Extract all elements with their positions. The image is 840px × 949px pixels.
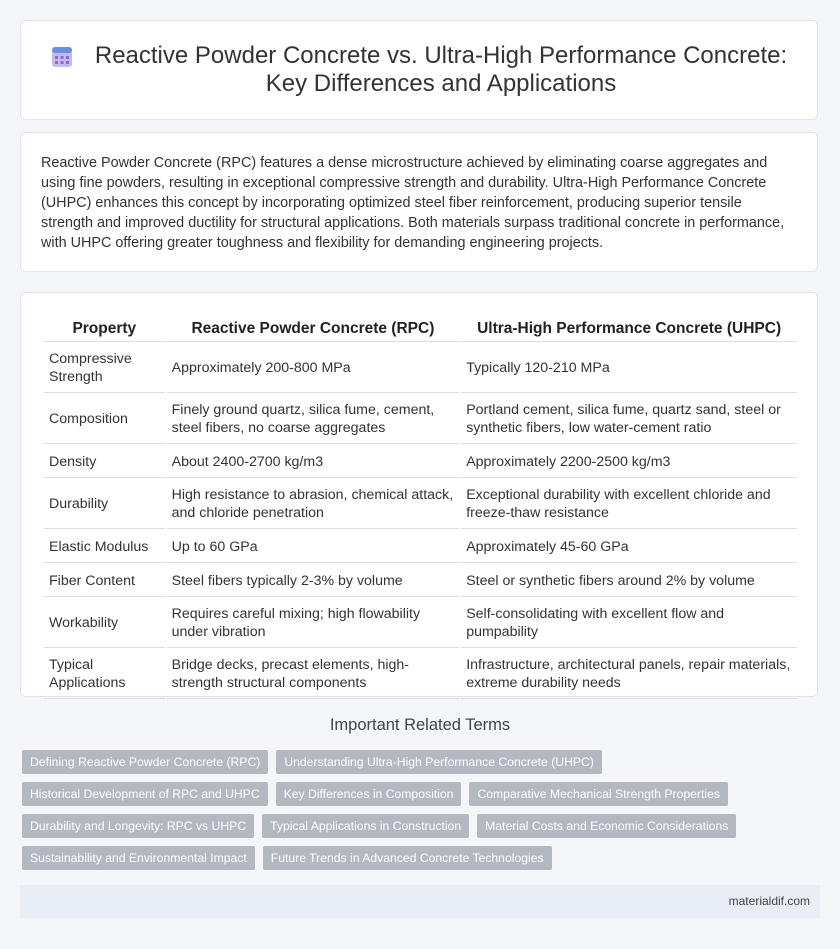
uhpc-cell: Exceptional durability with excellent chloride and freeze-thaw resistance [461,480,797,529]
uhpc-cell: Infrastructure, architectural panels, repair materials, extreme durability needs [461,650,797,699]
property-cell: Workability [44,599,165,648]
table-row [44,650,797,699]
related-term-tag[interactable]: Typical Applications in Construction [262,814,469,838]
property-cell: Density [44,446,165,478]
related-terms-tags [22,750,822,878]
header-property: Property [44,315,165,342]
property-cell: Fiber Content [44,565,165,597]
tag-row [22,846,822,870]
property-cell: Typical Applications [44,650,165,699]
comparison-table [42,313,799,701]
uhpc-cell: Portland cement, silica fume, quartz sand, steel or synthetic fibers, low water-cement ratio [461,395,797,444]
rpc-cell: Bridge decks, precast elements, high-strength structural components [167,650,460,699]
uhpc-cell: Typically 120-210 MPa [461,344,797,393]
uhpc-cell: Approximately 2200-2500 kg/m3 [461,446,797,478]
related-term-tag[interactable]: Durability and Longevity: RPC vs UHPC [22,814,254,838]
rpc-cell: Approximately 200-800 MPa [167,344,460,393]
rpc-cell: Up to 60 GPa [167,531,460,563]
table-row [44,531,797,563]
property-cell: Durability [44,480,165,529]
uhpc-cell: Steel or synthetic fibers around 2% by volume [461,565,797,597]
title-card [20,20,818,120]
table-row [44,446,797,478]
property-cell: Composition [44,395,165,444]
header-uhpc: Ultra-High Performance Concrete (UHPC) [461,315,797,342]
table-row [44,565,797,597]
calculator-grid-icon [51,46,73,68]
page-title [95,42,787,98]
rpc-cell: Requires careful mixing; high flowability under vibration [167,599,460,648]
table-row [44,599,797,648]
site-name[interactable]: materialdif.com [728,894,810,908]
intro-paragraph: Reactive Powder Concrete (RPC) features a dense microstructure achieved by eliminating coarse aggregates and using fine powders, resulting in exceptional compressive strength and durability. Ultra-High Performance Concrete (UHPC) enhances this concept by incorporating optimized steel fiber reinforcement, producing superior tensile strength and improved ductility for structural applications. Both materials surpass traditional concrete in performance, with UHPC offering greater toughness and flexibility for demanding engineering projects. [41,155,785,251]
tag-row [22,782,822,806]
related-term-tag[interactable]: Material Costs and Economic Considerations [477,814,736,838]
title-line-2: Key Differences and Applications [265,70,617,97]
table-row [44,480,797,529]
title-line-1: Reactive Powder Concrete vs. Ultra-High Performance Concrete: [94,42,788,69]
related-term-tag[interactable]: Comparative Mechanical Strength Properties [469,782,728,806]
related-term-tag[interactable]: Defining Reactive Powder Concrete (RPC) [22,750,268,774]
related-term-tag[interactable]: Sustainability and Environmental Impact [22,846,255,870]
uhpc-cell: Approximately 45-60 GPa [461,531,797,563]
related-terms-title: Important Related Terms [329,716,511,734]
related-term-tag[interactable]: Key Differences in Composition [276,782,462,806]
footer [20,885,820,918]
rpc-cell: Finely ground quartz, silica fume, cement, steel fibers, no coarse aggregates [167,395,460,444]
table-row [44,395,797,444]
comparison-table-card [20,292,818,697]
tag-row [22,814,822,838]
intro-card [20,132,818,272]
rpc-cell: High resistance to abrasion, chemical attack, and chloride penetration [167,480,460,529]
uhpc-cell: Self-consolidating with excellent flow and pumpability [461,599,797,648]
property-cell: Compressive Strength [44,344,165,393]
header-rpc: Reactive Powder Concrete (RPC) [167,315,460,342]
property-cell: Elastic Modulus [44,531,165,563]
related-term-tag[interactable]: Understanding Ultra-High Performance Concrete (UHPC) [276,750,602,774]
related-term-tag[interactable]: Historical Development of RPC and UHPC [22,782,268,806]
related-term-tag[interactable]: Future Trends in Advanced Concrete Technologies [263,846,552,870]
tag-row [22,750,822,774]
rpc-cell: Steel fibers typically 2-3% by volume [167,565,460,597]
rpc-cell: About 2400-2700 kg/m3 [167,446,460,478]
table-header-row [44,315,797,342]
table-row [44,344,797,393]
